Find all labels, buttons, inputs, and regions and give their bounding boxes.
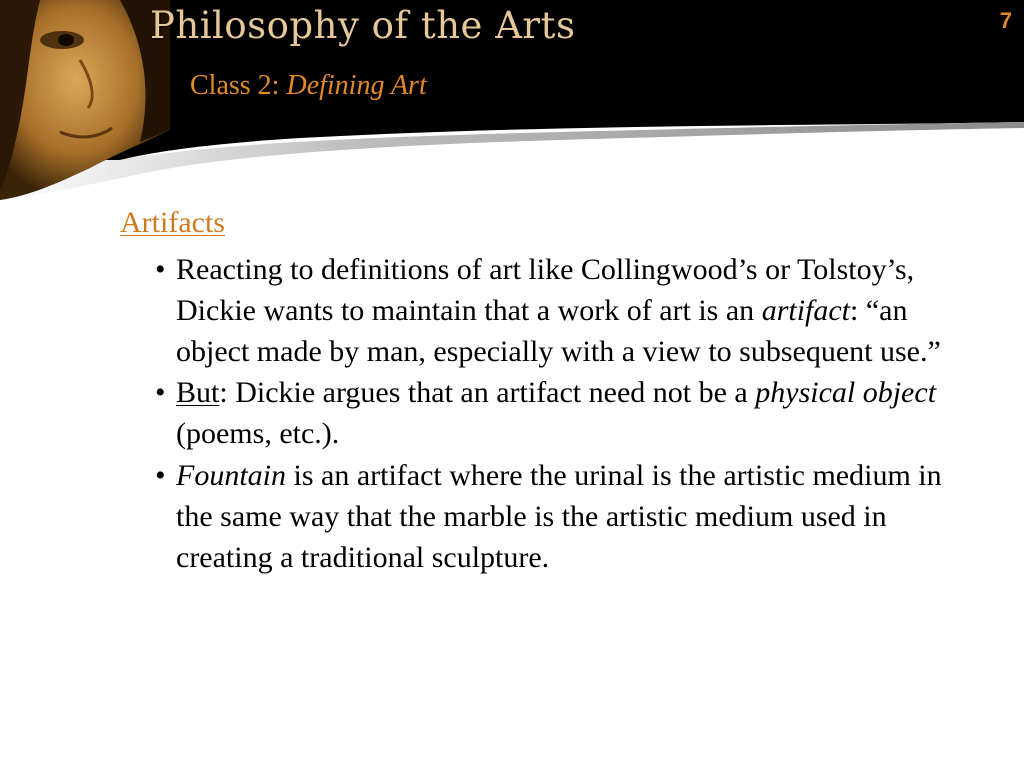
slide-number: 7 [999,8,1012,33]
bullet-item [155,373,955,455]
bullet-text: : Dickie argues that an artifact need not be a [219,376,756,410]
bullet-marker: • [155,458,166,492]
bullet-marker: • [155,376,166,410]
bullet-marker: • [155,253,166,286]
slide-header [0,0,1024,200]
course-title: Philosophy of the Arts [150,4,576,47]
bullet-text: : “an object made by man, especially with a view to subsequent use.” [176,293,941,368]
section-heading: Artifacts [120,206,225,239]
bullet-item [155,250,955,372]
bullet-list [155,250,955,579]
bullet-lead: But [176,376,220,410]
class-subtitle [190,70,427,102]
bullet-item [155,456,955,578]
bullet-emphasis: physical object [755,376,937,410]
bullet-text: is an artifact where the urinal is the artistic medium in the same way that the marble is the artistic medium used in creating a traditional sculpture. [176,458,942,574]
class-label: Class 2: [190,70,280,101]
bullet-text: Reacting to definitions of art like Collingwood’s or Tolstoy’s, Dickie wants to maintain that a work of art is an [176,253,915,327]
bullet-emphasis: Fountain [176,458,286,492]
bullet-text: (poems, etc.). [176,417,340,451]
bullet-emphasis: artifact [761,293,851,327]
class-topic: Defining Art [286,70,427,101]
